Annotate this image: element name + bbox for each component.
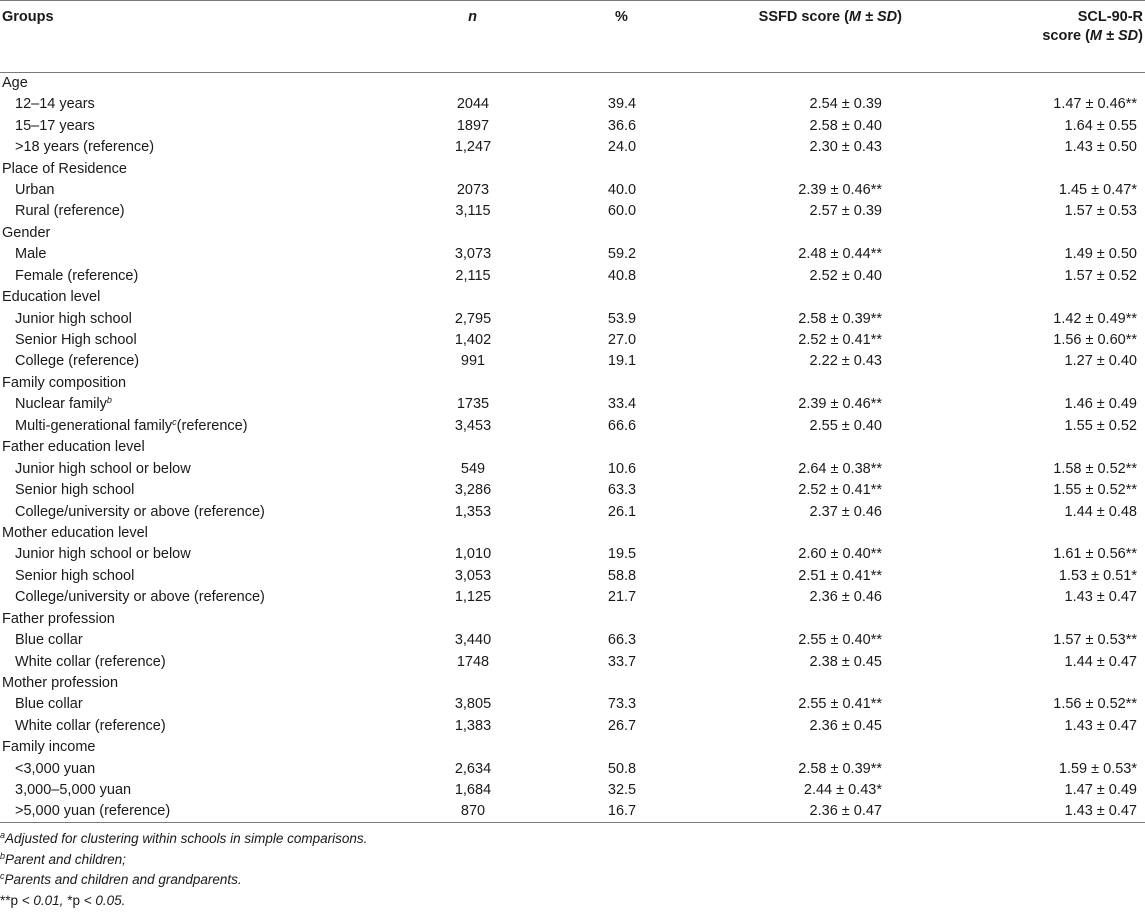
cell-n: 2,634 — [454, 760, 492, 777]
cell-ssfd — [672, 158, 922, 179]
table-row — [0, 716, 1145, 737]
cell-ssfd: 2.39 ± 0.46** — [798, 181, 882, 198]
cell-ssfd — [672, 437, 922, 458]
cell-ssfd: 2.64 ± 0.38** — [798, 460, 882, 477]
cell-n: 1,383 — [454, 717, 492, 734]
cell-ssfd — [672, 737, 922, 758]
cell-ssfd — [672, 673, 922, 694]
table-row — [0, 480, 1145, 501]
cell-ssfd — [672, 523, 922, 544]
header-scl-score: SCL-90-R score (M ± SD) — [922, 1, 1145, 73]
cell-n — [392, 223, 532, 244]
cell-ssfd: 2.57 ± 0.39 — [809, 203, 882, 220]
cell-percent: 24.0 — [607, 139, 637, 156]
group-label: Gender — [2, 224, 51, 241]
row-label: Male — [15, 246, 47, 263]
cell-scl: 1.47 ± 0.49 — [1064, 782, 1137, 799]
row-label: Junior high school or below — [15, 546, 191, 563]
cell-n — [392, 609, 532, 630]
group-heading-row — [0, 223, 1145, 244]
table-row — [0, 115, 1145, 136]
cell-scl: 1.58 ± 0.52** — [1053, 460, 1137, 477]
group-label: Mother education level — [2, 524, 148, 541]
table-row — [0, 458, 1145, 479]
cell-percent: 36.6 — [607, 117, 637, 134]
cell-scl: 1.59 ± 0.53* — [1058, 760, 1137, 777]
cell-scl: 1.43 ± 0.47 — [1064, 717, 1137, 734]
group-heading-row — [0, 523, 1145, 544]
cell-scl — [922, 373, 1145, 394]
cell-scl: 1.55 ± 0.52 — [1064, 417, 1137, 434]
cell-n: 3,115 — [455, 203, 491, 220]
row-label: Senior High school — [15, 332, 137, 349]
cell-percent: 40.8 — [607, 267, 637, 284]
cell-scl: 1.43 ± 0.50 — [1064, 139, 1137, 156]
cell-n: 991 — [460, 353, 486, 370]
table-row — [0, 416, 1145, 437]
cell-scl: 1.56 ± 0.60** — [1053, 332, 1137, 349]
cell-percent — [532, 223, 672, 244]
row-label: >5,000 yuan (reference) — [0, 801, 392, 823]
row-label: Senior high school — [15, 482, 135, 499]
row-label: Urban — [15, 181, 55, 198]
cell-n: 1,010 — [454, 546, 492, 563]
cell-percent: 10.6 — [607, 460, 637, 477]
cell-percent — [532, 737, 672, 758]
cell-scl: 1.47 ± 0.46** — [1053, 96, 1137, 113]
row-label: Senior high school — [15, 567, 135, 584]
cell-percent: 26.1 — [607, 503, 637, 520]
cell-n: 1735 — [456, 396, 490, 413]
cell-n: 2073 — [456, 181, 490, 198]
cell-percent: 60.0 — [607, 203, 637, 220]
cell-scl: 1.43 ± 0.47 — [922, 801, 1145, 823]
cell-n: 549 — [460, 460, 486, 477]
group-heading-row — [0, 373, 1145, 394]
cell-percent — [532, 287, 672, 308]
table-row — [0, 94, 1145, 115]
cell-percent — [532, 523, 672, 544]
cell-ssfd: 2.39 ± 0.46** — [798, 396, 882, 413]
group-heading-row — [0, 73, 1145, 95]
header-percent: % — [532, 1, 672, 73]
cell-ssfd: 2.36 ± 0.45 — [809, 717, 882, 734]
cell-scl: 1.27 ± 0.40 — [1064, 353, 1137, 370]
cell-scl — [922, 609, 1145, 630]
cell-ssfd: 2.37 ± 0.46 — [809, 503, 882, 520]
cell-n: 3,053 — [454, 567, 492, 584]
table-row — [0, 801, 1145, 823]
cell-ssfd: 2.60 ± 0.40** — [798, 546, 882, 563]
table-row — [0, 266, 1145, 287]
cell-scl — [922, 73, 1145, 95]
table-body — [0, 73, 1145, 823]
cell-scl: 1.64 ± 0.55 — [1064, 117, 1137, 134]
cell-scl — [922, 223, 1145, 244]
cell-n: 3,805 — [454, 696, 492, 713]
cell-scl: 1.45 ± 0.47* — [1058, 181, 1137, 198]
cell-n: 3,440 — [454, 632, 492, 649]
cell-ssfd: 2.38 ± 0.45 — [809, 653, 882, 670]
cell-n — [392, 673, 532, 694]
cell-percent — [532, 158, 672, 179]
cell-percent: 26.7 — [607, 717, 637, 734]
cell-n — [392, 523, 532, 544]
cell-n: 1,125 — [454, 589, 492, 606]
row-label: College (reference) — [15, 353, 140, 370]
significance-note: **p < 0.01, *p < 0.05. — [0, 892, 126, 908]
row-label: >18 years (reference) — [15, 139, 155, 156]
cell-ssfd: 2.48 ± 0.44** — [798, 246, 882, 263]
cell-scl: 1.56 ± 0.52** — [1053, 696, 1137, 713]
header-groups: Groups — [0, 1, 392, 73]
cell-ssfd: 2.58 ± 0.40 — [809, 117, 882, 134]
cell-ssfd: 2.22 ± 0.43 — [809, 353, 882, 370]
cell-ssfd — [672, 373, 922, 394]
cell-ssfd — [672, 609, 922, 630]
group-heading-row — [0, 437, 1145, 458]
cell-ssfd — [672, 287, 922, 308]
cell-scl — [922, 287, 1145, 308]
cell-ssfd: 2.58 ± 0.39** — [798, 310, 882, 327]
row-label: Female (reference) — [15, 267, 139, 284]
table-row — [0, 308, 1145, 329]
table-row — [0, 694, 1145, 715]
cell-scl: 1.49 ± 0.50 — [1064, 246, 1137, 263]
cell-n: 2044 — [456, 96, 490, 113]
table-row — [0, 780, 1145, 801]
cell-percent: 32.5 — [607, 782, 637, 799]
cell-scl — [922, 437, 1145, 458]
cell-n: 870 — [392, 801, 532, 823]
cell-ssfd: 2.44 ± 0.43* — [803, 782, 882, 799]
cell-percent: 66.3 — [607, 632, 637, 649]
cell-percent — [532, 609, 672, 630]
row-label: 3,000–5,000 yuan — [15, 782, 132, 799]
cell-scl: 1.57 ± 0.52 — [1064, 267, 1137, 284]
row-label: White collar (reference) — [15, 717, 166, 734]
group-label: Father education level — [2, 439, 145, 456]
cell-n: 3,286 — [454, 482, 492, 499]
footnote: $^b$Parent and children; — [0, 850, 126, 867]
cell-ssfd: 2.30 ± 0.43 — [809, 139, 882, 156]
group-label: Father profession — [2, 610, 115, 627]
group-heading-row — [0, 673, 1145, 694]
cell-percent: 66.6 — [607, 417, 637, 434]
group-label: Age — [2, 75, 28, 91]
cell-ssfd: 2.52 ± 0.40 — [809, 267, 882, 284]
cell-n — [392, 737, 532, 758]
table-header — [0, 1, 1145, 73]
table-row — [0, 201, 1145, 222]
cell-percent: 21.7 — [607, 589, 637, 606]
group-label: Place of Residence — [2, 160, 127, 177]
group-heading-row — [0, 287, 1145, 308]
cell-percent: 27.0 — [607, 332, 637, 349]
cell-percent: 19.5 — [607, 546, 637, 563]
header-ssfd-score: SSFD score (M ± SD) — [672, 1, 922, 73]
cell-percent: 63.3 — [607, 482, 637, 499]
cell-n: 2,795 — [454, 310, 492, 327]
row-label: 15–17 years — [15, 117, 95, 134]
cell-ssfd: 2.36 ± 0.46 — [809, 589, 882, 606]
cell-ssfd: 2.36 ± 0.47 — [672, 801, 922, 823]
cell-scl: 1.44 ± 0.47 — [1064, 653, 1137, 670]
cell-scl: 1.57 ± 0.53** — [1053, 632, 1137, 649]
cell-n — [392, 158, 532, 179]
table-notes — [0, 829, 1145, 911]
table-row — [0, 180, 1145, 201]
row-label: Nuclear family$^b$ — [15, 395, 112, 413]
cell-n — [392, 373, 532, 394]
cell-percent — [532, 373, 672, 394]
table-row — [0, 566, 1145, 587]
row-label: Junior high school — [15, 310, 132, 327]
cell-percent — [532, 73, 672, 95]
cell-percent: 73.3 — [607, 696, 637, 713]
cell-n: 1897 — [456, 117, 490, 134]
cell-percent: 58.8 — [607, 567, 637, 584]
cell-percent: 39.4 — [607, 96, 637, 113]
cell-percent: 50.8 — [607, 760, 637, 777]
row-label: Blue collar — [15, 632, 83, 649]
cell-n — [392, 437, 532, 458]
group-label: Mother profession — [2, 675, 119, 692]
cell-percent: 59.2 — [607, 246, 637, 263]
row-label: Blue collar — [15, 696, 83, 713]
cell-percent: 33.7 — [607, 653, 637, 670]
cell-ssfd: 2.54 ± 0.39 — [809, 96, 882, 113]
table-row — [0, 630, 1145, 651]
group-label: Family composition — [2, 374, 127, 391]
cell-n: 3,453 — [454, 417, 492, 434]
table-row — [0, 651, 1145, 672]
table-row — [0, 501, 1145, 522]
cell-scl: 1.46 ± 0.49 — [1064, 396, 1137, 413]
group-heading-row — [0, 737, 1145, 758]
cell-n: 1,353 — [454, 503, 492, 520]
cell-scl: 1.44 ± 0.48 — [1064, 503, 1137, 520]
cell-n: 1,684 — [454, 782, 492, 799]
cell-n: 3,073 — [454, 246, 492, 263]
cell-scl: 1.53 ± 0.51* — [1058, 567, 1137, 584]
cell-scl: 1.61 ± 0.56** — [1053, 546, 1137, 563]
cell-percent: 16.7 — [532, 801, 672, 823]
cell-ssfd: 2.51 ± 0.41** — [798, 567, 882, 584]
table-row — [0, 394, 1145, 415]
row-label: College/university or above (reference) — [15, 589, 265, 606]
footnote: $^a$Adjusted for clustering within schools in simple comparisons. — [0, 830, 368, 847]
table-row — [0, 759, 1145, 780]
row-label: Multi-generational family$^c$(reference) — [15, 416, 248, 434]
cell-n: 2,115 — [455, 267, 491, 284]
footnote: $^c$Parents and children and grandparents. — [0, 871, 242, 888]
table-row — [0, 330, 1145, 351]
cell-scl — [922, 158, 1145, 179]
cell-ssfd — [672, 73, 922, 95]
cell-scl — [922, 673, 1145, 694]
cell-n: 1748 — [456, 653, 490, 670]
cell-n — [392, 73, 532, 95]
cell-n: 1,247 — [454, 139, 492, 156]
cell-percent: 19.1 — [607, 353, 637, 370]
row-label: Rural (reference) — [15, 203, 125, 220]
cell-scl: 1.42 ± 0.49** — [1053, 310, 1137, 327]
cell-ssfd: 2.58 ± 0.39** — [798, 760, 882, 777]
header-n: n — [392, 1, 532, 73]
cell-percent — [532, 673, 672, 694]
cell-percent — [532, 437, 672, 458]
cell-scl: 1.43 ± 0.47 — [1064, 589, 1137, 606]
table-row — [0, 351, 1145, 372]
group-label: Education level — [2, 289, 101, 306]
cell-n: 1,402 — [454, 332, 492, 349]
cell-ssfd: 2.52 ± 0.41** — [798, 482, 882, 499]
group-heading-row — [0, 158, 1145, 179]
row-label: <3,000 yuan — [15, 760, 96, 777]
cell-scl — [922, 523, 1145, 544]
cell-percent: 33.4 — [607, 396, 637, 413]
cell-scl: 1.55 ± 0.52** — [1053, 482, 1137, 499]
cell-ssfd: 2.52 ± 0.41** — [798, 332, 882, 349]
row-label: 12–14 years — [15, 96, 95, 113]
table-row — [0, 587, 1145, 608]
cell-percent: 40.0 — [607, 181, 637, 198]
cell-ssfd: 2.55 ± 0.40** — [798, 632, 882, 649]
cell-scl — [922, 737, 1145, 758]
cell-ssfd: 2.55 ± 0.40 — [809, 417, 882, 434]
cell-n — [392, 287, 532, 308]
cell-scl: 1.57 ± 0.53 — [1064, 203, 1137, 220]
table-row — [0, 244, 1145, 265]
cell-ssfd — [672, 223, 922, 244]
row-label: Junior high school or below — [15, 460, 191, 477]
table-row — [0, 544, 1145, 565]
row-label: White collar (reference) — [15, 653, 166, 670]
cell-ssfd: 2.55 ± 0.41** — [798, 696, 882, 713]
group-label: Family income — [2, 739, 96, 756]
cell-percent: 53.9 — [607, 310, 637, 327]
group-heading-row — [0, 609, 1145, 630]
row-label: College/university or above (reference) — [15, 503, 265, 520]
table-row — [0, 137, 1145, 158]
